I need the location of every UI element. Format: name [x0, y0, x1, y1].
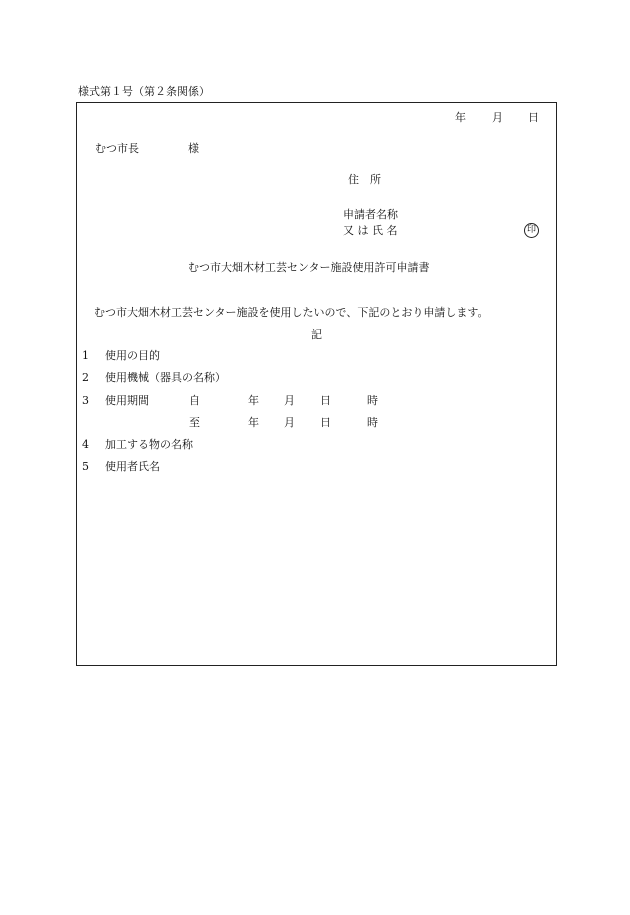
item-number-2: 2: [82, 371, 89, 384]
period-from-hour: 時: [367, 394, 378, 407]
application-form-box: [76, 102, 557, 666]
applicant-name-label-2: 又 は 氏 名: [343, 224, 398, 237]
addressee-honorific: 様: [188, 142, 199, 155]
document-title: むつ市大畑木材工芸センター施設使用許可申請書: [188, 261, 430, 274]
ki-heading: 記: [311, 328, 322, 341]
date-year-label: 年: [455, 111, 466, 124]
item-number-3: 3: [82, 394, 89, 407]
item-number-5: 5: [82, 460, 89, 473]
body-text: むつ市大畑木材工芸センター施設を使用したいので、下記のとおり申請します。: [94, 306, 489, 319]
addressee-title: むつ市長: [95, 142, 139, 155]
period-to-label: 至: [189, 416, 200, 429]
address-label: 住 所: [348, 173, 381, 186]
item-label-machinery: 使用機械（器具の名称）: [105, 371, 226, 384]
item-number-1: 1: [82, 349, 89, 362]
period-to-year: 年: [248, 416, 259, 429]
item-label-user-name: 使用者氏名: [105, 460, 160, 473]
form-number: 様式第１号（第２条関係）: [78, 85, 210, 98]
period-from-month: 月: [284, 394, 295, 407]
item-label-purpose: 使用の目的: [105, 349, 160, 362]
period-to-day: 日: [320, 416, 331, 429]
date-day-label: 日: [528, 111, 539, 124]
period-from-year: 年: [248, 394, 259, 407]
item-label-period: 使用期間: [105, 394, 149, 407]
item-number-4: 4: [82, 438, 89, 451]
period-from-day: 日: [320, 394, 331, 407]
period-from-label: 自: [189, 394, 200, 407]
seal-mark-icon: 印: [524, 223, 539, 238]
period-to-month: 月: [284, 416, 295, 429]
item-label-product: 加工する物の名称: [105, 438, 193, 451]
period-to-hour: 時: [367, 416, 378, 429]
applicant-name-label-1: 申請者名称: [343, 208, 398, 221]
date-month-label: 月: [492, 111, 503, 124]
